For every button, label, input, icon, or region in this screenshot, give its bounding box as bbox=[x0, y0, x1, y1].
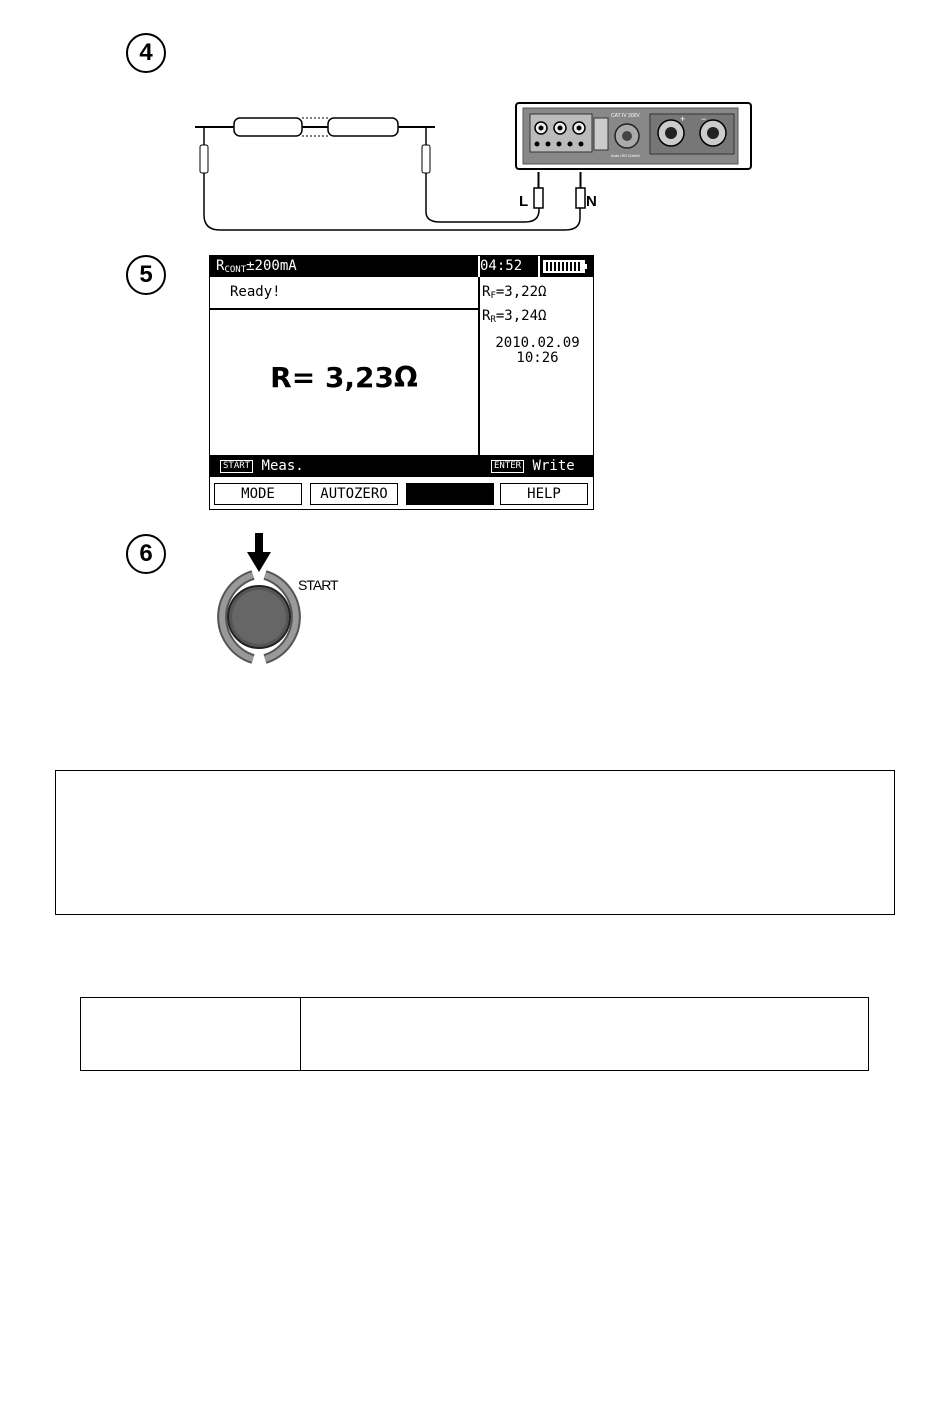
lcd-softkey-row bbox=[210, 477, 593, 509]
softkey-autozero[interactable]: AUTOZERO bbox=[310, 483, 398, 505]
softkey-blank[interactable] bbox=[406, 483, 494, 505]
lcd-hint-bar bbox=[210, 455, 593, 477]
press-arrow-icon bbox=[247, 533, 271, 572]
enter-key-tag: ENTER bbox=[491, 460, 524, 473]
enter-hint: ENTER Write bbox=[491, 458, 575, 474]
lcd-rf-value: $R_F=3,22\Omega$ bbox=[482, 284, 547, 301]
lcd-clock: 04:52 bbox=[480, 258, 523, 274]
start-button-label: START bbox=[298, 577, 338, 593]
lcd-status-text: Ready! bbox=[230, 284, 281, 300]
left-probe-icon bbox=[200, 127, 530, 230]
plug-n-icon bbox=[576, 188, 585, 208]
start-button[interactable] bbox=[222, 575, 296, 659]
meter-panel bbox=[516, 103, 751, 169]
panel-cat-text: CAT IV 300V bbox=[611, 113, 640, 119]
panel-auto-text: Auto ISO Dzielić bbox=[611, 153, 641, 158]
step-5-number: 5 bbox=[126, 255, 166, 295]
svg-text:+: + bbox=[680, 114, 686, 124]
lcd-timestamp: 10:26 bbox=[516, 350, 559, 366]
softkey-mode[interactable]: MODE bbox=[214, 483, 302, 505]
step-4-number: 4 bbox=[126, 33, 166, 73]
test-object-right-segment bbox=[328, 118, 398, 136]
start-button-figure bbox=[205, 530, 365, 670]
svg-text:−: − bbox=[701, 114, 707, 124]
meter-lcd-screen bbox=[209, 255, 594, 510]
lcd-header-bar bbox=[210, 256, 593, 277]
info-table bbox=[80, 997, 869, 1071]
step-6-number: 6 bbox=[126, 534, 166, 574]
connection-diagram bbox=[190, 100, 760, 240]
start-key-tag: START bbox=[220, 460, 253, 473]
plug-l-icon bbox=[534, 188, 543, 208]
lcd-date: 2010.02.09 bbox=[495, 335, 580, 351]
softkey-help[interactable]: HELP bbox=[500, 483, 588, 505]
battery-icon bbox=[543, 260, 587, 273]
label-l: L bbox=[519, 193, 529, 210]
lcd-datetime bbox=[480, 336, 595, 366]
lcd-mode: $R_{CONT}\pm 200mA$ bbox=[216, 258, 297, 275]
lcd-rr-value: $R_R=3,24\Omega$ bbox=[482, 308, 547, 325]
test-object-left-segment bbox=[234, 118, 302, 136]
label-n: N bbox=[586, 193, 597, 210]
lcd-main-result: R= 3,23Ω bbox=[270, 361, 418, 394]
note-box bbox=[55, 770, 895, 915]
start-hint: START Meas. bbox=[220, 458, 304, 474]
